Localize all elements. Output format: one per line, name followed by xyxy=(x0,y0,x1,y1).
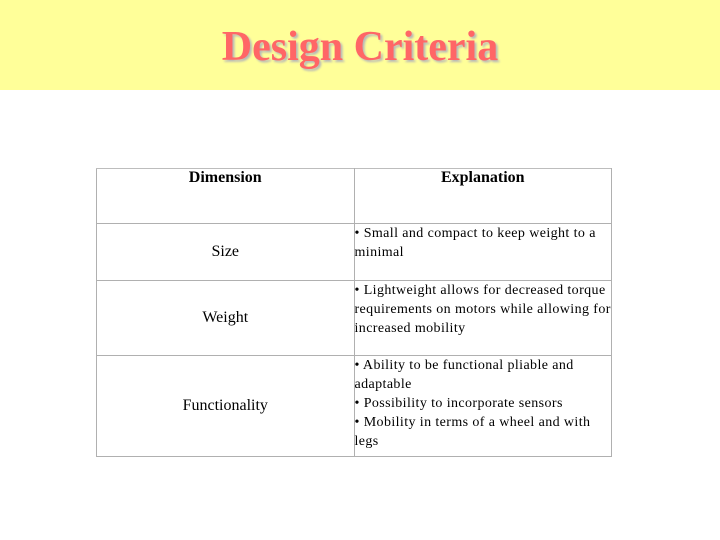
header-dimension: Dimension xyxy=(97,169,355,224)
header-explanation: Explanation xyxy=(354,169,612,224)
explanation-line: • Ability to be functional pliable and adaptable xyxy=(354,358,574,392)
explanation-line: • Lightweight allows for decreased torque requirements on motors while allowing for increased mobility xyxy=(354,283,611,336)
dimension-cell-weight: Weight xyxy=(97,281,355,356)
slide-title: Design Criteria xyxy=(221,24,499,70)
table-row xyxy=(97,224,612,281)
table-header-row xyxy=(97,169,612,224)
explanation-line: • Mobility in terms of a wheel and with legs xyxy=(354,415,591,449)
explanation-line: • Possibility to incorporate sensors xyxy=(354,396,563,411)
explanation-line: • Small and compact to keep weight to a minimal xyxy=(354,226,596,260)
table-row xyxy=(97,281,612,356)
dimension-cell-size: Size xyxy=(97,224,355,281)
dimension-cell-functionality: Functionality xyxy=(97,356,355,457)
table-row xyxy=(97,356,612,457)
explanation-cell-size xyxy=(354,224,612,281)
criteria-table xyxy=(96,168,612,457)
explanation-cell-weight xyxy=(354,281,612,356)
explanation-cell-functionality xyxy=(354,356,612,457)
